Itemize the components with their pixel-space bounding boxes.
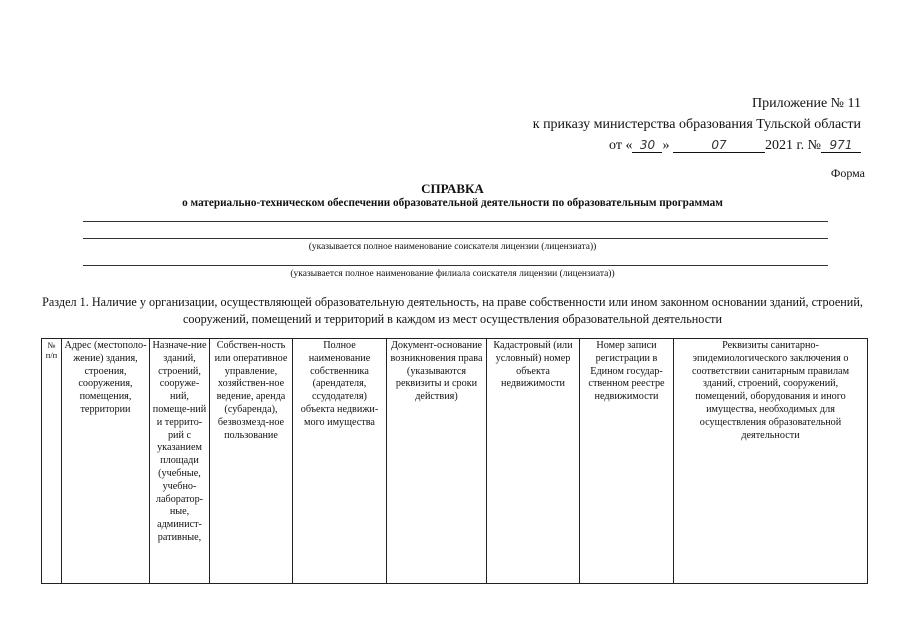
date-year: 2021 г. №	[764, 138, 821, 153]
col-owner-name: Полное наименование собственника (арендателя, ссудодателя) объекта недвижи-мого имущества	[293, 339, 387, 584]
facilities-table	[41, 338, 868, 584]
col-address: Адрес (местополо-жение) здания, строения, сооружения, помещения, территории	[62, 339, 150, 584]
appendix-order: к приказу министерства образования Тульской области	[532, 117, 861, 132]
col-purpose: Назначе-ние зданий, строений, сооруже-ний, помеще-ний и террито-рий с указанием площади (учебные, учебно-лаборатор-ные, админист-ративные,	[150, 339, 210, 584]
col-number: № п/п	[42, 339, 62, 584]
table-header-row	[42, 339, 868, 584]
appendix-date-line	[533, 135, 861, 156]
col-sanitary: Реквизиты санитарно-эпидемиологического заключения о соответствии санитарным правилам зданий, строений, сооружений, помещений, оборудования и иного имущества, необходимых для осуществления образовательной деятельности	[674, 339, 868, 584]
section-heading: Раздел 1. Наличие у организации, осуществляющей образовательную деятельность, на праве собственности или ином законном основании зданий, строений, сооружений, помещений и территорий в каждом из мест осуществления образовательной деятельности	[42, 295, 863, 326]
date-mid: »	[662, 138, 670, 153]
col-registry-record: Номер записи регистрации в Едином государ-ственном реестре недвижимости	[580, 339, 674, 584]
document-subtitle: о материально-техническом обеспечении образовательной деятельности по образовательным программам	[182, 197, 723, 209]
col-cadastral: Кадастровый (или условный) номер объекта недвижимости	[487, 339, 580, 584]
appendix-title: Приложение № 11	[752, 96, 861, 111]
form-label: Форма	[830, 166, 865, 180]
col-document: Документ-основание возникновения права (указываются реквизиты и сроки действия)	[387, 339, 487, 584]
date-month: 07	[673, 138, 765, 153]
applicant-caption: (указывается полное наименование соискателя лицензии (лицензиата))	[308, 242, 597, 252]
appendix-block	[533, 93, 861, 156]
applicant-line-1	[83, 221, 828, 222]
col-ownership: Собствен-ность или оперативное управление, хозяйствен-ное ведение, аренда (субаренда), безвозмезд-ное пользование	[210, 339, 293, 584]
date-prefix: от «	[609, 138, 633, 153]
applicant-line-2	[83, 238, 828, 239]
order-number: 971	[821, 138, 861, 153]
branch-caption: (указывается полное наименование филиала соискателя лицензии (лицензиата))	[290, 269, 615, 279]
branch-line	[83, 265, 828, 266]
document-title: СПРАВКА	[421, 181, 484, 196]
date-day: 30	[632, 138, 662, 153]
